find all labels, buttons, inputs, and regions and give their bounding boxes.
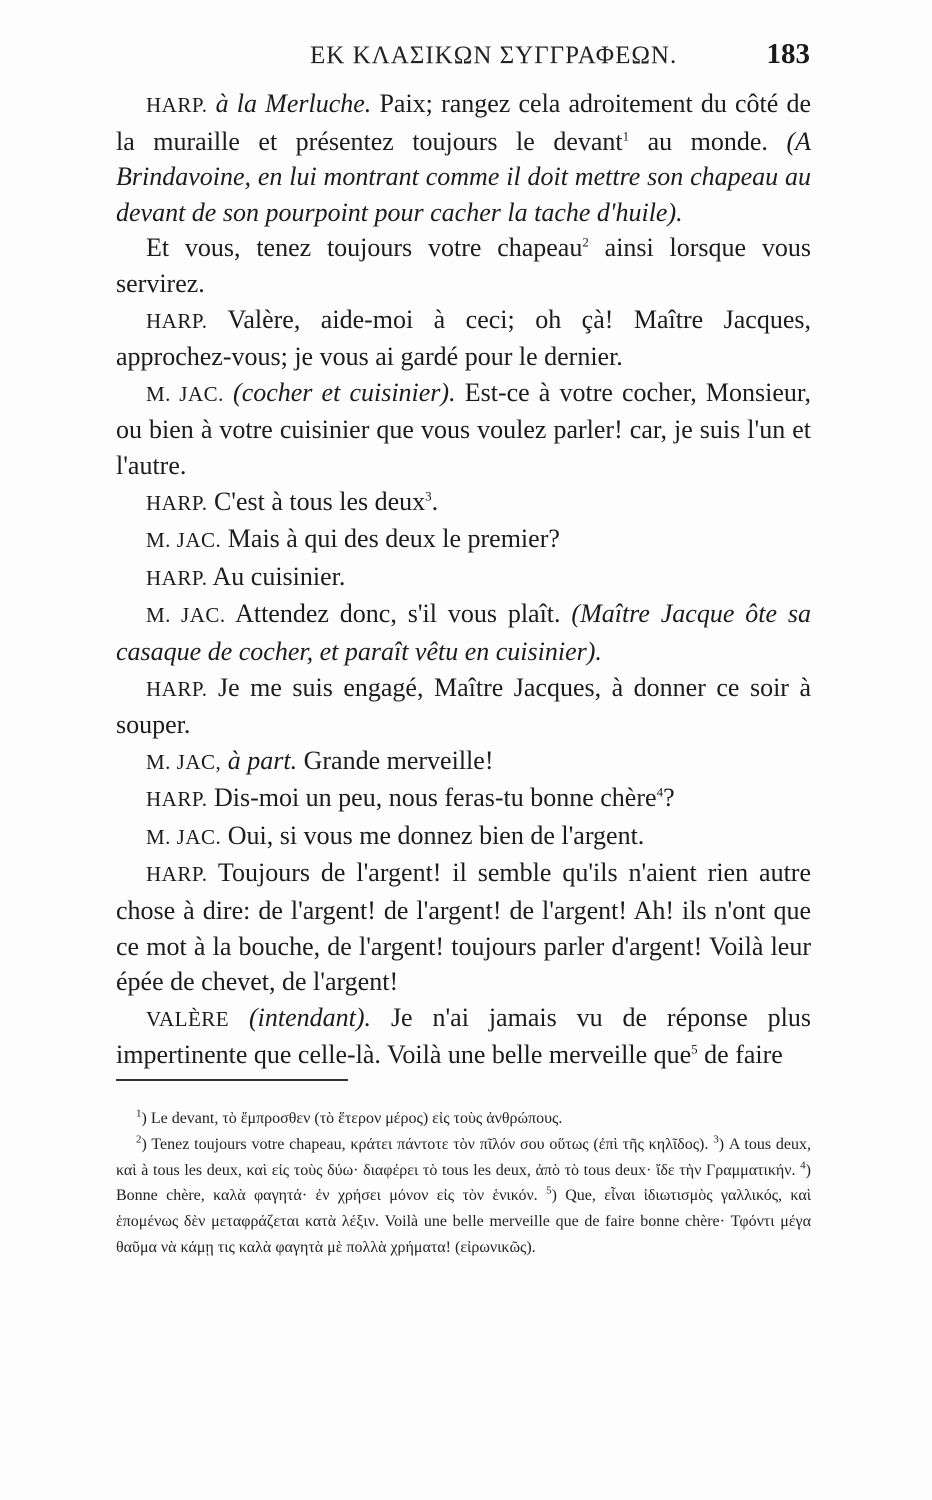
footnote-text: ) Bonne chère, καλὰ φαγητά· ἐν χρήσει μόνον εἰς τὸν ἑνικόν.: [116, 1161, 811, 1205]
line-text: Toujours de l'argent! il semble qu'ils n'aient rien autre chose à dire: de l'argent! de l'argent! de l'argent! Ah! ils n'ont que ce mot à la bouche, de l'argent! toujours parler d'argent! Voilà leur épée de chevet, de l'argent!: [116, 858, 811, 997]
speaker: VALÈRE: [146, 1006, 230, 1031]
stage-direction: (cocher et cuisinier).: [233, 377, 456, 407]
paragraph: [116, 86, 811, 230]
paragraph: [116, 375, 811, 484]
footnote-text: ) Que, εἶναι ἰδιωτισμὸς γαλλικός, καὶ ἑπομένως δὲν μεταφράζεται κατὰ λέξιν. Voilà une belle merveille que de faire bonne chère· Τφόντι μέγα θαῦμα νὰ κάμῃ τις καλὰ φαγητὰ μὲ πολλὰ χρήματα! (εἰρωνικῶς).: [116, 1187, 812, 1256]
paragraph: [116, 670, 811, 743]
stage-direction: (Maître Jacque ôte sa casaque de cocher, et paraît vêtu en cuisinier).: [116, 599, 811, 666]
speaker: M. JAC.: [146, 528, 222, 553]
stage-direction: (intendant).: [249, 1002, 372, 1032]
paragraph: [116, 780, 811, 818]
paragraph: [116, 521, 811, 559]
line-text: Valère, aide-moi à ceci; oh çà! Maître Jacques, approchez-vous; je vous ai gardé pour le dernier.: [116, 304, 811, 372]
footnote-number: 1: [136, 1107, 142, 1120]
running-title: ΕΚ ΚΛΑΣΙΚΩΝ ΣΥΓΓΡΑΦΕΩΝ.: [310, 42, 678, 69]
line-text: Et vous, tenez toujours votre chapeau: [146, 233, 583, 263]
speaker: M. JAC,: [146, 749, 222, 774]
footnote-text: ) A tous deux, καὶ à tous les deux, καὶ εἰς τοὺς δύω· διαφέρει τὸ tous les deux, ἀπὸ τὸ tous deux· ἴδε τὴν Γραμματικήν.: [116, 1135, 811, 1179]
paragraph: [116, 818, 811, 856]
stage-direction: (A Brindavoine, en lui montrant comme il doit mettre son chapeau au devant de son pourpoint pour cacher la tache d'huile).: [116, 126, 811, 227]
speaker: HARP.: [146, 676, 208, 701]
line-text: Au cuisinier.: [207, 561, 346, 591]
line-text: Attendez donc, s'il vous plaît.: [225, 599, 572, 629]
speaker: HARP.: [146, 490, 208, 515]
note-ref: 5: [691, 1041, 698, 1057]
line-text: de faire: [697, 1040, 783, 1070]
speaker: M. JAC.: [146, 381, 224, 406]
dialogue-text: [116, 86, 811, 1073]
note-ref: 2: [582, 234, 589, 250]
footnote-text: ) Tenez toujours votre chapeau, κράτει πάντοτε τὸν πῖλόν σου οὕτως (ἐπὶ τῆς κηλῖδος).: [141, 1135, 709, 1153]
speaker: HARP.: [146, 308, 208, 333]
line-text: C'est à tous les deux: [207, 486, 426, 516]
footnote-divider: [116, 1079, 348, 1081]
speaker: HARP.: [146, 787, 208, 812]
page-header: [110, 38, 810, 78]
line-text: Je n'ai jamais vu de réponse plus impertinente que celle-là. Voilà une belle merveille que: [116, 1002, 811, 1070]
footnote-number: 3: [713, 1133, 719, 1146]
speaker: M. JAC.: [146, 603, 226, 628]
line-text: Mais à qui des deux le premier?: [221, 524, 560, 554]
note-ref: 4: [656, 784, 664, 800]
stage-direction: à la Merluche.: [215, 89, 372, 118]
footnote: [116, 1132, 811, 1261]
speaker: HARP.: [146, 862, 208, 887]
footnote-number: 5: [546, 1185, 552, 1198]
line-text: Paix; rangez cela adroitement du côté de la muraille et présentez toujours le devant: [116, 89, 812, 156]
line-text: Oui, si vous me donnez bien de l'argent.: [221, 820, 645, 850]
line-text: .: [431, 486, 439, 516]
line-text: Dis-moi un peu, nous feras-tu bonne chère: [207, 783, 657, 813]
paragraph: [116, 559, 811, 597]
paragraph: [116, 596, 811, 669]
line-text: Grande merveille!: [297, 745, 494, 775]
note-ref: 3: [425, 487, 432, 503]
paragraph: [116, 743, 811, 781]
footnote-number: 2: [136, 1133, 142, 1146]
line-text: ?: [663, 783, 675, 813]
paragraph: [116, 302, 811, 375]
footnote-text: ) Le devant, τὸ ἔμπροσθεν (τὸ ἕτερον μέρος) εἰς τοὺς ἀνθρώπους.: [141, 1110, 563, 1127]
footnotes: [116, 1106, 811, 1261]
note-ref: 1: [622, 127, 630, 143]
line-text: Est-ce à votre cocher, Monsieur, ou bien à votre cuisinier que vous voulez parler! car, je suis l'un et l'autre.: [116, 377, 811, 480]
stage-direction: à part.: [227, 745, 298, 775]
line-text: ainsi lorsque vous servirez.: [116, 233, 812, 298]
paragraph: [116, 1000, 811, 1073]
line-text: au monde.: [629, 126, 787, 156]
page-number: 183: [766, 38, 810, 70]
footnote: [116, 1106, 811, 1132]
speaker: HARP.: [146, 565, 208, 590]
footnote-number: 4: [800, 1159, 806, 1172]
speaker: HARP.: [146, 93, 208, 117]
paragraph: [116, 230, 811, 301]
paragraph: [116, 855, 811, 999]
line-text: Je me suis engagé, Maître Jacques, à donner ce soir à souper.: [116, 672, 811, 740]
paragraph: [116, 484, 811, 522]
speaker: M. JAC.: [146, 824, 222, 849]
